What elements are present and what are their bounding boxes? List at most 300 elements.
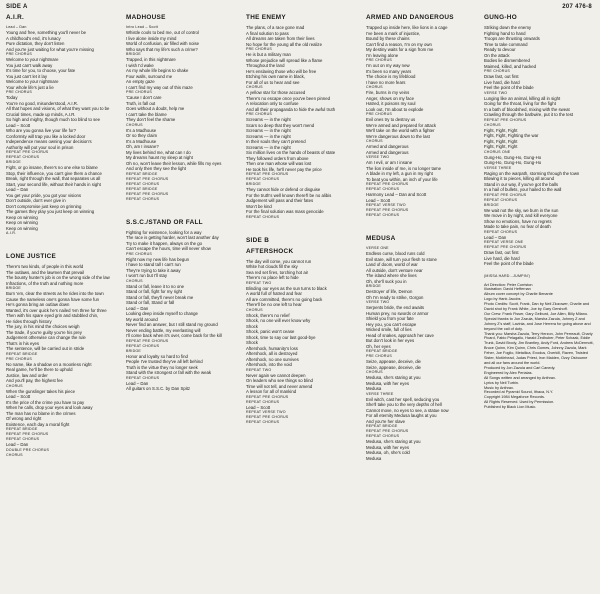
lyric-line: For all eternity Medusa laughs at you — [366, 413, 437, 418]
section-tag: REPEAT BRIDGE — [6, 351, 38, 356]
lyric-line: Stop, their influence, you can't give them a chance — [6, 170, 102, 176]
section-tag: BRIDGE — [126, 348, 141, 353]
lyric-line: Six million lives on the hands of beasts of state — [246, 150, 336, 155]
side-b-label: SIDE B — [246, 236, 270, 244]
lyric-line: White hot clouds fill the sky — [246, 264, 298, 269]
lyric-line: Honor and loyalty so hard to find — [126, 353, 188, 359]
section-tag: REPEAT VERSE TWO — [366, 203, 406, 207]
lyrics-ssc-stand-or-fall — [126, 230, 234, 392]
lyric-line: Oh, she'll suck you in — [366, 278, 407, 284]
lyric-line: Going for the throat, living for the fight — [484, 101, 556, 106]
lyric-line: Thank you: Marsha Zazula, Terry Herzon, John Perreault, Charly Picard, Fabio Pelagallo, Harald Zedhuber, Peter Schaak, Eddie Trunk, David Brody, Jim Brantley, Andy Ford, Andrew McDermott, Bruce Quinn, Kim Quinn, Chris Gomes, Johnny Zazula, Mark Feher, Joe Foglio, Metallica, Exodus, Overkill, Raven, Twisted Sister, Motörhead, Judas Priest, Iron Maiden, Ozzy Osbourne and all our fans around the world. — [484, 331, 594, 365]
lyric-line: Crucial times, made up minds, A.I.R. — [6, 111, 76, 117]
lyric-line: Trapped, in this nightmare — [126, 57, 176, 62]
album-credits — [484, 283, 594, 411]
section-tag: CHORUS ONE — [484, 149, 511, 154]
lyric-line: Show no emotions, have no regrets — [484, 218, 552, 224]
lyric-line: A relocation only to confuse — [246, 101, 299, 106]
lyric-line: Then one man whose will was lost — [246, 161, 312, 166]
lyric-line: Oh, her eyes — [366, 343, 391, 349]
lyric-line: Human prey, no swords or armor — [366, 310, 429, 316]
lyric-line: It's a Madhouse — [126, 127, 157, 133]
lyric-line: All outside, don't venture near — [366, 267, 423, 273]
lyric-line: Medusa, she's staring at you — [366, 375, 421, 380]
section-tag: PRE CHORUS — [6, 52, 32, 56]
lyric-line: Throughout the land — [246, 63, 285, 68]
lyric-line: Who are you gonna live your life for? — [6, 128, 76, 133]
section-tag: PRE CHORUS — [6, 356, 32, 361]
section-tag: BRIDGE — [6, 286, 21, 290]
lyric-line: Lead – Scott — [6, 122, 31, 128]
lyric-line: Keep on winning — [6, 220, 38, 225]
lyric-line: Lyrics by Neil Turbin. — [484, 380, 520, 385]
lyric-line: You're no good, misunderstood, A.I.R. — [6, 100, 79, 106]
section-tag: REPEAT TWO — [246, 367, 272, 372]
section-tag: REPEAT CHORUS — [246, 214, 280, 219]
lyric-line: I live alone inside my mind — [126, 35, 177, 41]
lead-credit: Intro Lead – Scott — [126, 25, 158, 29]
lyric-line: Fight, Fight, Fighting the war — [484, 133, 539, 138]
section-tag: REPEAT CHORUS — [126, 375, 160, 380]
section-tag: REPEAT PRE CHORUS — [366, 208, 409, 212]
lyric-line: Of wrong and right — [6, 416, 42, 421]
lyric-line: He rides through history — [6, 318, 52, 324]
lyric-line: Shock, panic won't cease — [246, 329, 295, 334]
lyric-line: Trapped up inside here, like lions in a cage — [366, 25, 448, 30]
lyric-line: On the attack — [484, 52, 510, 58]
section-tag: DOUBLE PRE CHORUS — [6, 447, 50, 452]
section-tag: REPEAT CHORUS — [126, 343, 160, 348]
lyric-line: All Songs written and arranged by Anthrax. — [484, 375, 556, 380]
section-tag: BRIDGE — [6, 160, 21, 164]
section-tag: PRE CHORUS — [366, 112, 392, 116]
section-tag: VERSE ONE — [366, 246, 389, 250]
lyric-line: The outlaws, and the lawmen that prevail — [6, 269, 85, 275]
section-tag: A.I.R. — [6, 231, 17, 235]
section-tag: CHORUS — [366, 85, 383, 89]
lyric-line: Head of snakes, approach her cave — [366, 332, 434, 338]
lyric-line: Fighting hand to hand — [484, 30, 526, 36]
lyric-line: Special thanks to Jon Zazula, Marsha Zazula, Johnny Z and Johnny Z's staff, Lavinia, and Jose Herrera for going above and beyond the call of duty. — [484, 316, 591, 331]
lyric-line: Aftershock, into the void — [246, 362, 292, 367]
lyric-line: Album cover concept by Charlie Benante — [484, 292, 553, 297]
lyric-line: Then with his spare eyed grin and stubbled chin, — [6, 313, 99, 318]
lyric-line: My world around — [126, 316, 158, 322]
lyric-line: Judgement otherwise can change the rule — [6, 335, 86, 340]
lyric-line: He took his life, he'll never pay the price — [246, 166, 322, 172]
column-3 — [246, 14, 354, 428]
lyric-line: Produced by Jon Zazula and Carl Canedy. — [484, 365, 556, 370]
lyric-line: I'll come back when it's over, come back for the kill — [126, 333, 222, 338]
lyric-line: Armed and dangerous — [366, 149, 409, 155]
lyric-line: The lion inside of me, is no longer tame — [366, 165, 441, 171]
lyric-line: World of confusion, air filled with noise — [126, 41, 200, 46]
lyric-line: Illustration: David Heffernan — [484, 287, 531, 292]
section-tag: REPEAT PRE CHORUS — [246, 415, 289, 419]
section-tag: REPEAT PRE CHORUS — [484, 245, 527, 249]
section-tag: REPEAT CHORUS — [366, 187, 400, 191]
section-tag: REPEAT CHORUS — [6, 437, 40, 441]
lyric-line: Shield you from your fate — [366, 316, 414, 321]
lyric-line: Independence means owning your decision's — [6, 139, 92, 144]
lyric-line: Aftershock, all is destroyed — [246, 351, 298, 356]
lyric-line: Try to make it happen, always on the go — [126, 240, 203, 246]
section-tag: PRE CHORUS — [6, 90, 32, 94]
lyric-line: Break, right through the wall, that separates us all — [6, 176, 101, 181]
lyric-line: All that hopes and visions, of what they want you to be — [6, 106, 110, 111]
section-tag: REPEAT BRIDGE — [366, 349, 398, 353]
lyrics-medusa — [366, 246, 474, 461]
lyric-line: Harmony Lead – Dan and Scott — [366, 192, 427, 197]
lyric-line: All Rights Reserved. Used by Permission. — [484, 400, 555, 405]
section-tag: VERSE TWO — [484, 90, 508, 95]
lyric-line: He's enslaving those who will be free — [246, 68, 317, 74]
section-tag: VERSE TWO — [366, 155, 390, 159]
lyric-line: I'm out on my way new — [366, 63, 410, 68]
lyric-line: Keep on winning — [6, 214, 38, 220]
lyric-line: Medusa, oh, she's cold — [366, 450, 410, 455]
section-tag: BRIDGE — [366, 284, 381, 288]
lyric-line: Cause the nameless one's gonna have some fun — [6, 296, 100, 302]
lyric-line: I won't run but I'll stay — [126, 273, 168, 278]
lyric-line: My dreams haunt my sleep at night — [126, 155, 193, 160]
lyric-line: Cannot move, no eyes to see, a statue now — [366, 407, 449, 413]
section-tag: REPEAT BRIDGE — [366, 424, 398, 428]
lyric-line: Draw fast, out first — [484, 74, 519, 79]
lyric-line: No hope for the young all the old realize — [246, 41, 322, 47]
lyric-line: Lead – Scott — [366, 197, 391, 203]
lyric-line: The race is getting harder, won't last another day — [126, 235, 219, 240]
lyric-line: Don't compromise just keep on grinning — [6, 203, 82, 209]
lyric-line: Never find an answer, but I still stand my ground — [126, 322, 218, 327]
lyric-line: Published by Black Lion Music. — [484, 405, 537, 410]
lyric-line: The choice is my lifeblood — [366, 74, 416, 79]
song-title-aftershock: AFTERSHOCK — [246, 247, 294, 255]
lyric-line: Striking down the enemy — [484, 25, 532, 30]
lyric-line: Look out, I'm about to explode — [366, 106, 424, 112]
lead-credit: Lead – Dan — [6, 25, 27, 29]
section-tag: REPEAT PRE CHORUS — [484, 117, 527, 122]
lyric-line: I have to stand tall I can't run — [126, 262, 181, 267]
section-tag: REPEAT PRE CHORUS — [246, 394, 289, 399]
lyric-line: Never again we cannot deepen — [246, 372, 306, 378]
lyric-line: Young and free, something you'll never be — [6, 30, 86, 35]
lyric-line: Live hard, die hard — [484, 255, 520, 261]
lyric-line: And you're just waiting for what you're missing — [6, 46, 94, 52]
column-4 — [366, 14, 474, 464]
lyric-line: Hey you, you can't escape — [366, 321, 417, 327]
lyric-line: I've been a mark of injustice, — [366, 30, 421, 36]
lyric-line: 'Cause I don't care — [126, 95, 162, 100]
lyric-line: Oh, am I insane? — [126, 144, 159, 149]
lyric-line: Our Crew: Frank Fisser, Gary Gelburd, Joe Allen, Billy Milano. — [484, 311, 589, 316]
lyric-line: Won't be kind — [246, 203, 272, 209]
lyric-line: Stand or fall, fight for my right — [126, 289, 183, 294]
lyric-line: She'll take you to the very depths of hell — [366, 402, 442, 407]
section-tag: PRE CHORUS — [484, 69, 510, 73]
lyric-line: Copyright 1984 Megaforce Records. — [484, 395, 545, 400]
section-tag: CHORUS — [246, 85, 263, 89]
lyric-line: We're dangerous down to the last — [366, 133, 430, 139]
lyric-line: Fight, or go insane, there's no one else to blame — [6, 165, 98, 170]
section-tag: REPEAT CHORUS — [484, 229, 518, 234]
lyric-line: A lesson for all of mankind — [246, 389, 297, 394]
lyric-line: It's been so many years — [366, 68, 412, 74]
lyric-line: Evil witch, cast her spell, seducing you — [366, 396, 440, 402]
lyric-line: But don't look in her eyes — [366, 338, 415, 343]
lyric-line: All are committed, there's no going back — [246, 296, 323, 302]
section-tag: REPEAT CHORUS — [366, 434, 400, 438]
catalog-number: 207 476-8 — [562, 4, 592, 10]
lyric-line: Serpents bride, the end awaits — [366, 305, 425, 310]
lyric-line: There's two kinds, of people in this world — [6, 264, 84, 269]
lyric-line: For the final solution was mass genocide — [246, 209, 324, 214]
lyric-line: We're armed and prepared for attack — [366, 122, 437, 128]
lyric-line: Aftershock, humanity's loss — [246, 345, 298, 351]
section-tag: REPEAT CHORUS — [246, 420, 280, 424]
lyric-line: Bound by these chains — [366, 36, 410, 41]
section-tag: REPEAT CHORUS — [246, 399, 280, 404]
lyric-line: People I've trusted they've all left behind — [126, 359, 203, 364]
lyric-line: Start, your second life, without their hands in sight — [6, 181, 101, 187]
section-tag: CHORUS — [126, 278, 143, 283]
section-tag: REPEAT TWO — [246, 280, 272, 285]
lyric-line: And all their propaganda to hide the awful truth — [246, 106, 336, 112]
section-tag: REPEAT VERSE ONE — [484, 240, 524, 244]
section-tag: REPEAT CHORUS — [6, 155, 40, 159]
lyrics-armed-and-dangerous — [366, 25, 474, 218]
lyric-line: Shock, time to say our last good-bye — [246, 334, 316, 340]
lyric-line: We wait not the sky, we burn in the sun — [484, 207, 559, 213]
lyric-line: I have no more fears — [366, 79, 406, 85]
lyric-line: Time will not tell, and never amend — [246, 383, 313, 389]
lyric-line: Stand in our way, if you've got the balls — [484, 181, 559, 187]
lyric-line: Stand or fall, Stand or fall — [126, 300, 175, 305]
section-tag: PRE CHORUS — [126, 90, 152, 94]
lyric-line: All dreams are taken from their lives — [246, 36, 315, 41]
song-title-air: A.I.R. — [6, 14, 25, 21]
lyric-line: All guitars on S.S.C. by Dan Spitz — [126, 386, 191, 391]
lyric-line: Don't outside, don't ever give in — [6, 198, 66, 203]
lyric-line: Conformity will trap you like a locked door — [6, 133, 86, 139]
lyric-line: Fighting for existence, looking for a way — [126, 229, 202, 235]
song-title-madhouse: MADHOUSE — [126, 14, 166, 21]
lyric-line: Shock, no one will ever know why — [246, 318, 311, 323]
section-tag: REPEAT CHORUS — [126, 196, 160, 201]
lyric-line: It's time for you, to choose, your fate — [6, 68, 76, 73]
section-tag: CHORUS — [366, 370, 383, 374]
column-1 — [6, 14, 114, 461]
lyric-line: So high and mighty, though much too blind to see — [6, 117, 101, 122]
lyric-line: Aftershock, no one survives — [246, 356, 299, 362]
lyric-line: Stand or fall, leave it to no one — [126, 283, 185, 289]
lyric-line: An empty gaze — [126, 79, 155, 84]
lyric-line: Judgement will pass and their fates — [246, 198, 314, 203]
lyric-line: They don't feel the shame — [126, 117, 176, 122]
lyric-line: The bounty hunter's job is on the wrong side of the law — [6, 275, 110, 280]
lyric-line: Bodies lie dismembered — [484, 58, 530, 63]
lyric-line: Lead – Scott — [246, 404, 271, 410]
section-tag: CHORUS — [6, 383, 23, 388]
credit-tag: (MISSA HARD...JUMPIN') — [484, 273, 531, 278]
lyric-line: Real game, he'll be there to uphold — [6, 367, 73, 372]
lyric-line: When he calls, drop your eyes and look away — [6, 405, 93, 410]
lyric-line: Lead – Dan — [6, 442, 29, 447]
lyric-line: My lives behind me, what can I do — [126, 149, 191, 155]
lyric-line: I can't take the blame — [126, 111, 167, 117]
lyric-line: There'll be no one left to hear — [246, 302, 302, 307]
section-tag: REPEAT PRE CHORUS — [366, 429, 409, 433]
lyric-line: I'm leaving alone — [366, 52, 399, 58]
section-tag: PRE CHORUS — [126, 251, 152, 256]
lyric-line: To beat you within, an inch of your life — [366, 176, 438, 182]
lyric-line: He's gonna bring an outlaw down — [6, 302, 70, 307]
lyric-line: The games they play you just keep on winning — [6, 209, 95, 214]
lyric-line: A childhood's end, it's lunacy — [6, 35, 61, 41]
lyric-line: The jury, in his mind the choices weigh — [6, 324, 80, 329]
lyric-line: You just can't let it lay — [6, 73, 48, 79]
lyric-line: On leaders who see things so blind — [246, 378, 313, 383]
lyric-line: Evil stare, will turn your flesh to stone — [366, 256, 437, 262]
lyric-line: Keep on winning — [6, 225, 38, 231]
lyric-line: Am I evil, or am I insane — [366, 160, 413, 165]
lyric-line: Fight, Fight, Fight — [484, 127, 518, 133]
section-tag: CHORUS — [126, 122, 143, 127]
lyric-line: Pure dictation, they don't listen — [6, 41, 65, 46]
column-2 — [126, 14, 234, 395]
lyric-line: Whistle cools to bed me, out of control — [126, 30, 199, 35]
lyric-line: Existence, each day a moral fight — [6, 421, 70, 427]
lyric-line: Your whole life's just a lie — [6, 84, 54, 90]
lyric-line: Draw fast, out first — [484, 250, 519, 255]
lyric-line: Welcome to your nightmare — [6, 79, 59, 84]
lyric-line: Land of doom, world of war — [366, 262, 418, 267]
section-tag: VERSE TWO — [366, 300, 390, 304]
lyric-line: They followed orders from above — [246, 155, 309, 161]
lyric-line: A world full of hatred and fear — [246, 291, 302, 296]
lyric-line: Gung-Ho, Gung-Ho, Gung-Ho — [484, 160, 542, 165]
lyric-line: Shock, there's no relief — [246, 312, 290, 318]
lyric-line: Screams — in the night — [246, 117, 291, 122]
lyric-line: I can't find my way out of this maze — [126, 84, 193, 90]
lyric-line: Music by Anthrax. — [484, 385, 514, 390]
section-tag: CHORUS — [366, 139, 383, 143]
lyric-line: Lead – Dan — [484, 234, 507, 240]
section-tag: PRE CHORUS — [246, 47, 272, 51]
section-tag: PRE CHORUS — [246, 112, 272, 116]
lyrics-madhouse — [126, 30, 234, 202]
lyric-line: Lead – Dan — [6, 187, 29, 192]
lyric-line: For the truth's well known there'll be no alibis — [246, 192, 332, 198]
lyric-line: Blinding our eyes as the sun turns to black — [246, 285, 327, 291]
lyric-line: Made to take pain, no fear of death — [484, 224, 551, 229]
lyric-line: Photo Credits: Scott, Frank, Dan by Neil Zlozower, Charlie and David shot by Frank White, Joe by Gary Gershoff. — [484, 302, 590, 312]
section-tag: REPEAT PRE CHORUS — [6, 150, 49, 154]
lyric-line: Time to take command — [484, 41, 528, 47]
lyric-line: Medusa — [366, 455, 382, 461]
lyric-line: Fire, burns in my veins — [366, 90, 410, 95]
section-tag: REPEAT BRIDGE — [126, 171, 158, 176]
section-tag: REPEAT VERSE TWO — [246, 410, 286, 414]
lyric-line: Ready to devour — [484, 47, 516, 52]
lyric-line: Wanted, it's over quick he's nailed 'em three for three — [6, 307, 107, 313]
lyric-line: Justice, law and order — [6, 372, 48, 378]
section-tag: REPEAT CHORUS — [246, 177, 280, 181]
lyric-line: And you're her slave — [366, 418, 406, 424]
lyric-line: You just can't walk away — [6, 62, 53, 68]
lyric-line: Endless curse, blood runs cold — [366, 251, 425, 256]
lyric-line: In their souls they can't pretend — [246, 139, 306, 144]
lyrics-gung-ho — [484, 25, 594, 267]
lyric-line: Medusa, she's staring at you — [366, 439, 421, 444]
lyric-line: Lunging like an animal, killing all in sight — [484, 95, 561, 101]
lyric-line: Can't escape the hours, time will never show — [126, 246, 211, 251]
lyric-line: A yellow star for those accused — [246, 90, 306, 95]
lyric-line: Armed and dangerous — [366, 144, 409, 149]
section-tag: REPEAT PRE CHORUS — [126, 338, 169, 343]
lyric-line: As my whole life begins to shake — [126, 68, 189, 73]
section-tag: REPEAT BRIDGE — [126, 186, 158, 191]
lyrics-air — [6, 30, 114, 236]
section-tag: BRIDGE — [484, 202, 499, 207]
lyric-line: It's a Madhouse — [126, 138, 157, 144]
lyric-line: And you'll pay, the highest fee — [6, 378, 63, 383]
lyric-line: We move in by night, and kill everyone — [484, 213, 558, 218]
lyric-line: Goes without a doubt, help me — [126, 106, 185, 111]
lyric-line: Maimed, killed, and hacked — [484, 63, 537, 69]
lyric-line: Welcome to your nightmare — [6, 57, 59, 62]
lyric-line: Burn 'em, clear the streets as he rides into the town — [6, 291, 104, 296]
lyric-line: Anger, shows on my face — [366, 95, 415, 101]
section-tag: CHORUS — [484, 122, 501, 127]
lyric-line: Lead – Scott — [6, 394, 31, 399]
lyric-line: You get your pride, you got your visions — [6, 192, 82, 198]
lyric-line: Scars so deep that they won't mend — [246, 122, 315, 128]
song-title-armed-and-dangerous: ARMED AND DANGEROUS — [366, 14, 454, 21]
lyric-line: They cannot hide or defend or disguise — [246, 187, 321, 192]
lyric-line: Shock — [246, 340, 258, 345]
lyric-line: Destroyer of life, Demon — [366, 289, 413, 294]
lyric-line: Or so they claim — [126, 133, 158, 138]
section-tag: REPEAT PRE CHORUS — [126, 176, 169, 181]
lyric-line: Truth is the virtue they no longer seek — [126, 364, 198, 370]
section-tag: REPEAT CHORUS — [484, 197, 518, 202]
lyric-line: The day will come, you cannot run — [246, 258, 312, 264]
lyric-line: Seize, appease, deceive, die — [366, 364, 421, 370]
section-tag: VERSE THREE — [484, 165, 512, 170]
lyric-line: Art Direction: Peter Corriston — [484, 282, 533, 287]
lyric-line: Engineered by Alex Perialas. — [484, 370, 533, 375]
lyrics-lone-justice — [6, 264, 114, 458]
section-tag: REPEAT CHORUS — [126, 181, 160, 186]
lyric-line: Truth, is fall out — [126, 100, 156, 106]
lyric-line: In a bath of bloodshed, mixing with the sweat — [484, 106, 570, 112]
lyric-line: Gung-Ho, Gung-Ho, Gung-Ho — [484, 154, 542, 160]
lyric-line: Screams — in the night — [246, 133, 291, 139]
section-tag: VERSE THREE — [366, 391, 394, 396]
lyric-line: There's no escape once you've been pinned — [246, 95, 331, 101]
lyric-line: Today — [6, 95, 18, 100]
lyric-line: Whose prejudice will spread like a flame — [246, 57, 323, 63]
lyric-line: Sea red set fires, torching hot air — [246, 269, 309, 275]
lyric-line: A blade in my left, a gun in my right — [366, 171, 433, 176]
lyric-line: Oh no, won't leave their lesson, while fills my eyes — [126, 160, 222, 166]
lyric-line: Etching his own name in black, — [246, 74, 305, 79]
lyric-line: Lead – Dan — [126, 380, 149, 386]
lyric-line: I wish I'd wake — [126, 62, 154, 68]
lyric-line: It's the price of the crime you have to pay — [6, 399, 85, 405]
lyric-line: The island where she lives — [366, 273, 417, 278]
